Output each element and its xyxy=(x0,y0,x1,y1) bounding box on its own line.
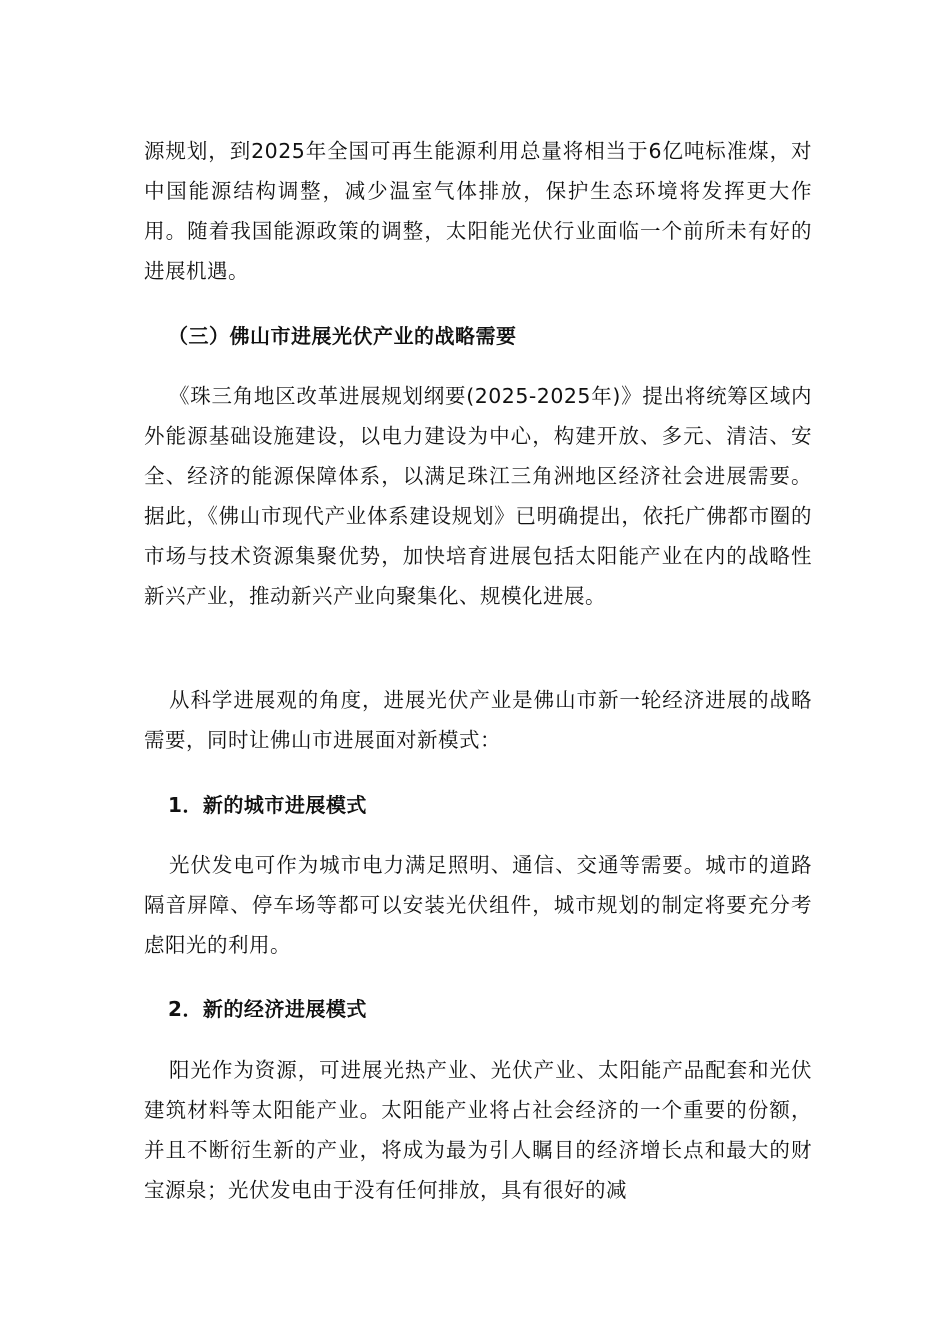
section-heading-foshan-strategy: （三）佛山市进展光伏产业的战略需要 xyxy=(168,324,517,348)
paragraph-prd-plan: 《珠三角地区改革进展规划纲要(2025-2025年)》提出将统筹区域内外能源基础设施建设，以电力建设为中心，构建开放、多元、清洁、安全、经济的能源保障体系，以满足珠江三角洲地区经济社会进展需要。据此，《佛山市现代产业体系建设规划》已明确提出，依托广佛都市圈的市场与技术资源集聚优势，加快培育进展包括太阳能产业在内的战略性新兴产业，推动新兴产业向聚集化、规模化进展。 xyxy=(144,384,812,608)
paragraph-economy-mode: 阳光作为资源，可进展光热产业、光伏产业、太阳能产品配套和光伏建筑材料等太阳能产业。太阳能产业将占社会经济的一个重要的份额，并且不断衍生新的产业，将成为最为引人瞩目的经济增长点和最大的财宝源泉；光伏发电由于没有任何排放，具有很好的减 xyxy=(144,1058,812,1202)
paragraph-city-mode: 光伏发电可作为城市电力满足照明、通信、交通等需要。城市的道路隔音屏障、停车场等都可以安装光伏组件，城市规划的制定将要充分考虑阳光的利用。 xyxy=(144,853,812,957)
subheading-economy-mode: 2．新的经济进展模式 xyxy=(168,997,367,1021)
paragraph-energy-planning: 源规划，到2025年全国可再生能源利用总量将相当于6亿吨标准煤，对中国能源结构调整，减少温室气体排放，保护生态环境将发挥更大作用。随着我国能源政策的调整，太阳能光伏行业面临一个前所未有好的进展机遇。 xyxy=(144,139,812,283)
paragraph-scientific-view: 从科学进展观的角度，进展光伏产业是佛山市新一轮经济进展的战略需要，同时让佛山市进展面对新模式： xyxy=(144,688,812,752)
subheading-city-mode: 1．新的城市进展模式 xyxy=(168,793,367,817)
